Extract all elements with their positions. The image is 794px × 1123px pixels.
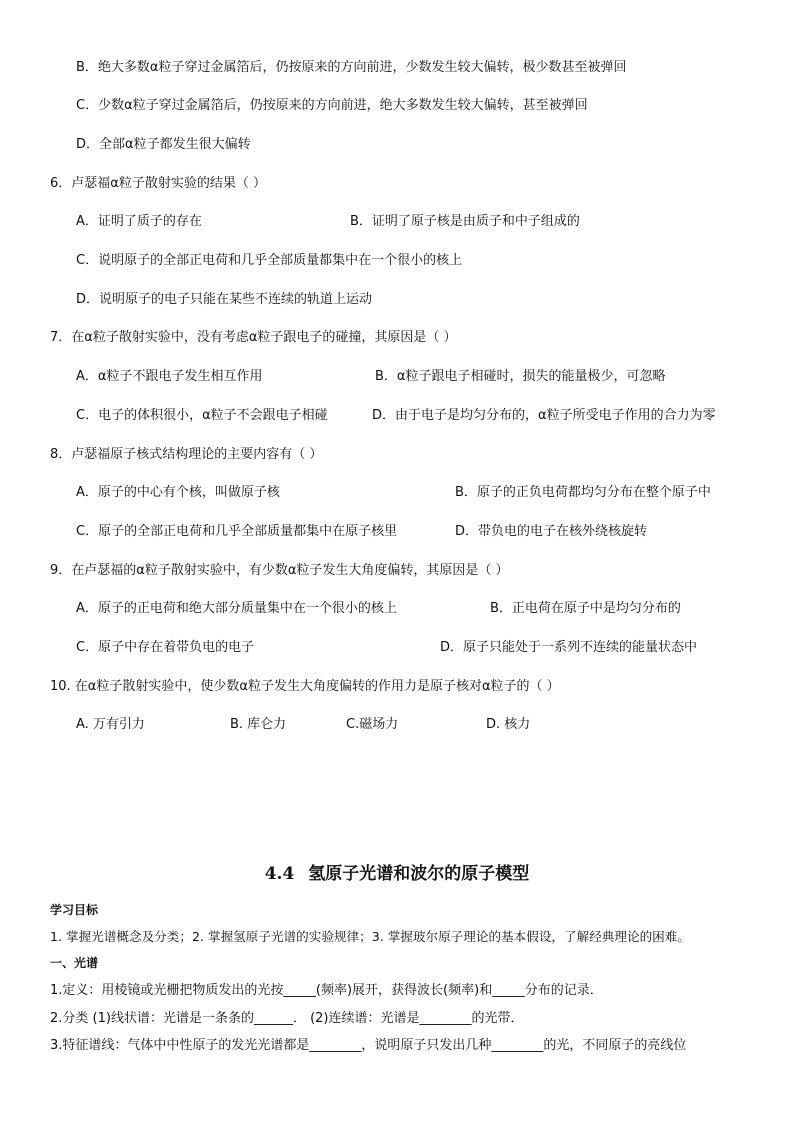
q5-option-d: D．全部α粒子都发生很大偏转: [76, 137, 251, 152]
learning-goals-text: 1. 掌握光谱概念及分类；2. 掌握氢原子光谱的实验规律；3. 掌握玻尔原子理论的基本假设，了解经典理论的困难。: [50, 929, 690, 944]
q7-stem: 7．在α粒子散射实验中，没有考虑α粒子跟电子的碰撞，其原因是（ ）: [50, 330, 457, 345]
spectrum-heading: 一、光谱: [50, 956, 99, 970]
q8-option-c: C．原子的全部正电荷和几乎全部质量都集中在原子核里: [76, 524, 398, 539]
q7-option-b: B．α粒子跟电子相碰时，损失的能量极少，可忽略: [375, 369, 666, 384]
q6-option-b: B．证明了原子核是由质子和中子组成的: [350, 214, 580, 229]
characteristic-lines: 3.特征谱线：气体中中性原子的发光光谱都是________，说明原子只发出几种________的光，不同原子的亮线位: [50, 1038, 687, 1053]
spectrum-classification: 2.分类 (1)线状谱：光谱是一条条的______． (2)连续谱：光谱是________的光带．: [50, 1011, 524, 1026]
q10-option-b: B. 库仑力: [230, 717, 287, 732]
q8-option-d: D．带负电的电子在核外绕核旋转: [455, 524, 648, 539]
q6-option-d: D．说明原子的电子只能在某些不连续的轨道上运动: [76, 292, 373, 307]
q9-option-c: C．原子中存在着带负电的电子: [76, 640, 255, 655]
q7-option-d: D．由于电子是均匀分布的，α粒子所受电子作用的合力为零: [372, 408, 716, 423]
q7-option-c: C．电子的体积很小，α粒子不会跟电子相碰: [76, 408, 328, 423]
q6-option-a: A．证明了质子的存在: [76, 214, 202, 229]
q9-option-b: B．正电荷在原子中是均匀分布的: [490, 601, 681, 616]
q5-option-c: C．少数α粒子穿过金属箔后，仍按原来的方向前进，绝大多数发生较大偏转，甚至被弹回: [76, 98, 588, 113]
q10-option-d: D. 核力: [486, 717, 531, 732]
q7-option-a: A．α粒子不跟电子发生相互作用: [76, 369, 263, 384]
q6-option-c: C．说明原子的全部正电荷和几乎全部质量都集中在一个很小的核上: [76, 253, 463, 268]
q5-option-b: B．绝大多数α粒子穿过金属箔后，仍按原来的方向前进，少数发生较大偏转，极少数甚至被弹回: [76, 60, 627, 75]
learning-goals-heading: 学习目标: [50, 903, 99, 917]
q10-stem: 10. 在α粒子散射实验中，使少数α粒子发生大角度偏转的作用力是原子核对α粒子的（ ）: [50, 679, 560, 694]
q9-option-d: D．原子只能处于一系列不连续的能量状态中: [440, 640, 698, 655]
section-title: [0, 864, 794, 884]
q8-option-b: B．原子的正负电荷都均匀分布在整个原子中: [455, 485, 711, 500]
q10-option-c: C.磁场力: [346, 717, 399, 732]
q8-stem: 8．卢瑟福原子核式结构理论的主要内容有（ ）: [50, 447, 323, 462]
q9-stem: 9．在卢瑟福的α粒子散射实验中，有少数α粒子发生大角度偏转，其原因是（ ）: [50, 563, 509, 578]
q9-option-a: A．原子的正电荷和绝大部分质量集中在一个很小的核上: [76, 601, 397, 616]
q8-option-a: A．原子的中心有个核，叫做原子核: [76, 485, 280, 500]
section-number: 4.4: [264, 864, 295, 884]
q10-option-a: A. 万有引力: [76, 717, 145, 732]
section-title-text: 氢原子光谱和波尔的原子模型: [308, 864, 530, 884]
q6-stem: 6．卢瑟福α粒子散射实验的结果（ ）: [50, 176, 266, 191]
spectrum-definition: 1.定义：用棱镜或光栅把物质发出的光按_____(频率)展开，获得波长(频率)和_____分布的记录．: [50, 983, 603, 998]
